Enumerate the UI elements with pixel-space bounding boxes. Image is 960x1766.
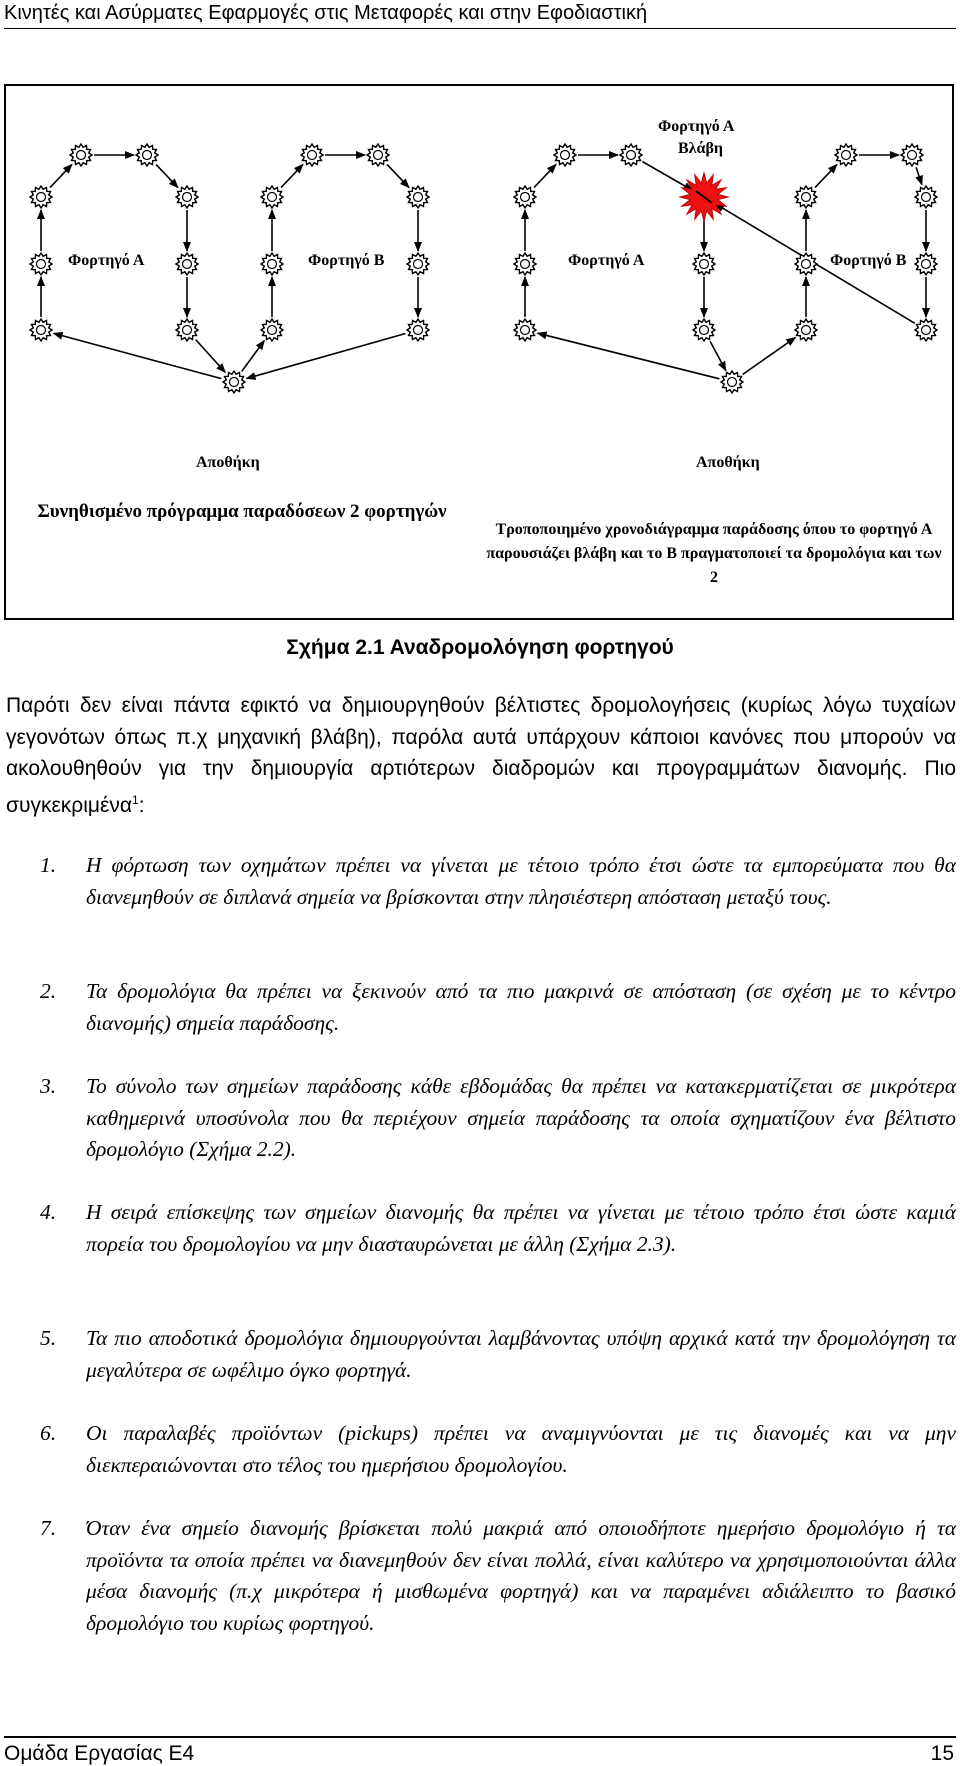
- rule-number: 5.: [40, 1326, 57, 1350]
- delivery-point-icon: [835, 144, 857, 166]
- route-arrow-truck-b: [743, 338, 796, 375]
- delivery-point-icon: [30, 186, 52, 208]
- depot-label-right: Αποθήκη: [696, 454, 760, 471]
- delivery-point-icon: [693, 319, 715, 341]
- truck-a-label-left: Φορτηγό Α: [68, 252, 145, 269]
- list-item: [42, 1197, 956, 1260]
- delivery-point-icon: [176, 319, 198, 341]
- route-arrow-truck-a: [538, 333, 720, 379]
- delivery-point-icon: [223, 371, 245, 393]
- route-arrow-truck-b: [815, 164, 837, 187]
- footnote-ref: 1: [132, 792, 139, 807]
- route-arrow-truck-a: [156, 164, 178, 187]
- intro-paragraph: [6, 690, 956, 821]
- list-item: [42, 1418, 956, 1481]
- route-arrow-truck-b: [281, 164, 303, 187]
- figure-caption-right: Τροποποιημένο χρονοδιάγραμμα παράδοσης όπου το φορτηγό Α παρουσιάζει βλάβη και το Β πραγματοποιεί τα δρομολόγια και των 2: [486, 521, 942, 586]
- delivery-point-icon: [795, 319, 817, 341]
- routing-figure: [4, 84, 954, 620]
- rule-number: 4.: [40, 1200, 57, 1224]
- depot-label-left: Αποθήκη: [196, 454, 260, 471]
- truck-b-label-right: Φορτηγό Β: [830, 252, 907, 269]
- delivery-point-icon: [721, 371, 743, 393]
- delivery-point-icon: [915, 253, 937, 275]
- delivery-point-icon: [514, 319, 536, 341]
- delivery-point-icon: [554, 144, 576, 166]
- rule-number: 2.: [40, 979, 57, 1003]
- rule-number: 6.: [40, 1421, 57, 1445]
- delivery-point-icon: [915, 186, 937, 208]
- list-item: [42, 976, 956, 1039]
- delivery-point-icon: [301, 144, 323, 166]
- delivery-point-icon: [367, 144, 389, 166]
- route-arrow-truck-a: [642, 162, 692, 191]
- route-arrow-truck-b: [916, 167, 922, 184]
- delivery-point-icon: [514, 186, 536, 208]
- delivery-point-icon: [407, 319, 429, 341]
- delivery-point-icon: [407, 253, 429, 275]
- delivery-point-icon: [407, 186, 429, 208]
- delivery-point-icon: [261, 253, 283, 275]
- delivery-point-icon: [795, 253, 817, 275]
- delivery-point-icon: [901, 144, 923, 166]
- delivery-point-icon: [261, 186, 283, 208]
- list-item: [42, 1071, 956, 1166]
- route-arrow-truck-b: [710, 341, 726, 370]
- rule-text: Τα δρομολόγια θα πρέπει να ξεκινούν από τα πιο μακρινά σε απόσταση (σε σχέση με το κέντρο διανομής) σημεία παράδοσης.: [86, 979, 956, 1035]
- page-header: Κινητές και Ασύρματες Εφαρμογές στις Μεταφορές και στην Εφοδιαστική: [4, 2, 956, 29]
- figure-title: Σχήμα 2.1 Αναδρομολόγηση φορτηγού: [286, 636, 674, 659]
- figure-caption-left: Συνηθισμένο πρόγραμμα παραδόσεων 2 φορτηγών: [37, 501, 447, 522]
- delivery-point-icon: [620, 144, 642, 166]
- list-item: [42, 1323, 956, 1386]
- delivery-point-icon: [261, 319, 283, 341]
- rule-text: Όταν ένα σημείο διανομής βρίσκεται πολύ μακριά από οποιοδήποτε ημερήσιο δρομολόγιο ή τα προϊόντα τα οποία πρέπει να διανεμηθούν δεν είναι πολλά, είναι καλύτερο να χρησιμοποιούνται άλλα μέσα διανομής (π.χ μικρότερα ή μισθωμένα φορτηγά) και να παραμένει αδιάλειπτο το βασικό δρομολόγιο του κυρίως φορτηγού.: [86, 1516, 956, 1635]
- route-arrow-truck-a: [196, 340, 226, 373]
- delivery-point-icon: [176, 253, 198, 275]
- rule-number: 3.: [40, 1074, 57, 1098]
- truck-b-label-left: Φορτηγό Β: [308, 252, 385, 269]
- rule-text: Η φόρτωση των οχημάτων πρέπει να γίνεται με τέτοιο τρόπο έτσι ώστε τα εμπορεύματα που θα διανεμηθούν σε διπλανά σημεία να βρίσκονται στην πλησιέστερη απόσταση μεταξύ τους.: [86, 853, 956, 909]
- list-item: [42, 850, 956, 913]
- rule-text: Η σειρά επίσκεψης των σημείων διανομής θα πρέπει να γίνεται με τέτοιο τρόπο έτσι ώστε καμιά πορεία του δρομολογίου να μην διασταυρώνεται με άλλη (Σχήμα 2.3).: [86, 1200, 956, 1256]
- delivery-point-icon: [176, 186, 198, 208]
- footer-group: Ομάδα Εργασίας Ε4: [4, 1742, 195, 1765]
- intro-tail: :: [138, 793, 145, 817]
- page-number: 15: [930, 1742, 954, 1765]
- rule-text: Το σύνολο των σημείων παράδοσης κάθε εβδομάδας θα πρέπει να κατακερματίζεται σε μικρότερα καθημερινά υποσύνολα που θα περιέχουν σημεία παράδοσης τα οποία σχηματίζουν ένα βέλτιστο δρομολόγιο (Σχήμα 2.2).: [86, 1074, 956, 1161]
- route-arrow-truck-a: [534, 164, 556, 187]
- delivery-point-icon: [30, 319, 52, 341]
- delivery-point-icon: [915, 319, 937, 341]
- route-arrow-truck-b: [387, 164, 409, 187]
- rule-text: Τα πιο αποδοτικά δρομολόγια δημιουργούνται λαμβάνοντας υπόψη αρχικά κατά την δρομολόγηση τα μεγαλύτερα σε ωφέλιμο όγκο φορτηγά.: [86, 1326, 956, 1382]
- intro-text: Παρότι δεν είναι πάντα εφικτό να δημιουργηθούν βέλτιστες δρομολογήσεις (κυρίως λόγω τυχαίων γεγονότων όπως π.χ μηχανική βλάβη), παρόλα αυτά υπάρχουν κάποιοι κανόνες που μπορούν να ακολουθηθούν για την δημιουργία αρτιότερων διαδρομών και προγραμμάτων διανομής. Πιο συγκεκριμένα: [6, 694, 956, 817]
- delivery-point-icon: [795, 186, 817, 208]
- page-footer: [4, 1736, 956, 1766]
- delivery-point-icon: [693, 253, 715, 275]
- route-arrow-truck-b: [242, 341, 265, 372]
- delivery-point-icon: [136, 144, 158, 166]
- rule-text: Οι παραλαβές προϊόντων (pickups) πρέπει να αναμιγνύονται με τις διανομές και να μην διεκπεραιώνονται στο τέλος του ημερήσιου δρομολογίου.: [86, 1421, 956, 1477]
- delivery-point-icon: [30, 253, 52, 275]
- broken-truck-label-line1: Φορτηγό Α: [658, 118, 735, 135]
- list-item: [42, 1513, 956, 1639]
- rule-number: 1.: [40, 853, 57, 877]
- rule-number: 7.: [40, 1516, 57, 1540]
- route-arrow-truck-a: [50, 164, 72, 187]
- route-arrow-truck-b: [247, 334, 406, 379]
- delivery-point-icon: [514, 253, 536, 275]
- truck-a-label-right: Φορτηγό Α: [568, 252, 645, 269]
- delivery-point-icon: [70, 144, 92, 166]
- broken-truck-label-line2: Βλάβη: [678, 140, 723, 157]
